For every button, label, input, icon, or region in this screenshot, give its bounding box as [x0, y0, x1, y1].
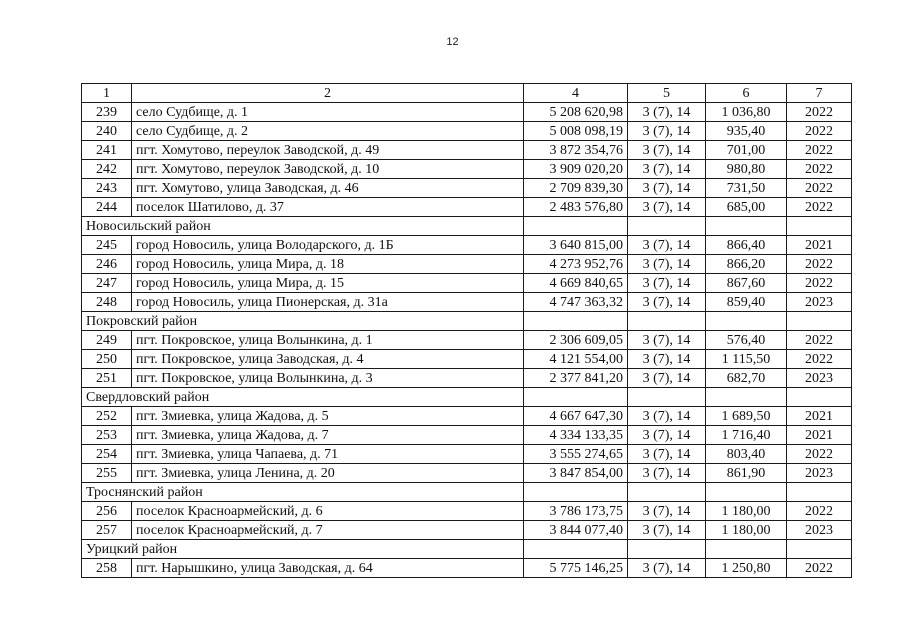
table-row — [82, 369, 852, 388]
area-cell: 1 115,50 — [706, 350, 787, 369]
empty-cell — [628, 217, 706, 236]
row-number: 245 — [82, 236, 132, 255]
address-cell: пгт. Хомутово, улица Заводская, д. 46 — [132, 179, 524, 198]
cost-cell: 3 786 173,75 — [524, 502, 628, 521]
row-number: 246 — [82, 255, 132, 274]
table-row — [82, 255, 852, 274]
row-number: 241 — [82, 141, 132, 160]
empty-cell — [787, 388, 852, 407]
column-header-4: 4 — [524, 84, 628, 103]
address-cell: город Новосиль, улица Мира, д. 15 — [132, 274, 524, 293]
year-cell: 2022 — [787, 255, 852, 274]
district-title: Покровский район — [82, 312, 524, 331]
code-cell: 3 (7), 14 — [628, 141, 706, 160]
address-cell: пгт. Змиевка, улица Чапаева, д. 71 — [132, 445, 524, 464]
address-cell: пгт. Хомутово, переулок Заводской, д. 49 — [132, 141, 524, 160]
row-number: 256 — [82, 502, 132, 521]
area-cell: 980,80 — [706, 160, 787, 179]
cost-cell: 2 709 839,30 — [524, 179, 628, 198]
address-cell: поселок Шатилово, д. 37 — [132, 198, 524, 217]
code-cell: 3 (7), 14 — [628, 521, 706, 540]
area-cell: 685,00 — [706, 198, 787, 217]
code-cell: 3 (7), 14 — [628, 369, 706, 388]
year-cell: 2022 — [787, 160, 852, 179]
area-cell: 731,50 — [706, 179, 787, 198]
column-header-6: 6 — [706, 84, 787, 103]
year-cell: 2023 — [787, 464, 852, 483]
section-row — [82, 217, 852, 236]
year-cell: 2021 — [787, 236, 852, 255]
year-cell: 2022 — [787, 350, 852, 369]
empty-cell — [524, 312, 628, 331]
area-cell: 1 036,80 — [706, 103, 787, 122]
row-number: 243 — [82, 179, 132, 198]
code-cell: 3 (7), 14 — [628, 255, 706, 274]
cost-cell: 3 555 274,65 — [524, 445, 628, 464]
year-cell: 2023 — [787, 521, 852, 540]
code-cell: 3 (7), 14 — [628, 274, 706, 293]
cost-cell: 5 775 146,25 — [524, 559, 628, 578]
code-cell: 3 (7), 14 — [628, 160, 706, 179]
district-title: Урицкий район — [82, 540, 524, 559]
address-cell: пгт. Змиевка, улица Жадова, д. 7 — [132, 426, 524, 445]
row-number: 251 — [82, 369, 132, 388]
code-cell: 3 (7), 14 — [628, 293, 706, 312]
row-number: 250 — [82, 350, 132, 369]
row-number: 248 — [82, 293, 132, 312]
cost-cell: 3 909 020,20 — [524, 160, 628, 179]
empty-cell — [524, 483, 628, 502]
empty-cell — [787, 540, 852, 559]
table-row — [82, 198, 852, 217]
code-cell: 3 (7), 14 — [628, 464, 706, 483]
area-cell: 803,40 — [706, 445, 787, 464]
address-cell: город Новосиль, улица Мира, д. 18 — [132, 255, 524, 274]
address-cell: село Судбище, д. 1 — [132, 103, 524, 122]
cost-cell: 3 872 354,76 — [524, 141, 628, 160]
address-cell: пгт. Нарышкино, улица Заводская, д. 64 — [132, 559, 524, 578]
empty-cell — [706, 540, 787, 559]
row-number: 244 — [82, 198, 132, 217]
table-body — [82, 103, 852, 578]
address-cell: город Новосиль, улица Пионерская, д. 31а — [132, 293, 524, 312]
cost-cell: 4 334 133,35 — [524, 426, 628, 445]
area-cell: 1 689,50 — [706, 407, 787, 426]
area-cell: 859,40 — [706, 293, 787, 312]
table-row — [82, 502, 852, 521]
district-title: Свердловский район — [82, 388, 524, 407]
year-cell: 2022 — [787, 274, 852, 293]
row-number: 242 — [82, 160, 132, 179]
empty-cell — [706, 483, 787, 502]
table-row — [82, 464, 852, 483]
year-cell: 2022 — [787, 179, 852, 198]
year-cell: 2022 — [787, 198, 852, 217]
row-number: 249 — [82, 331, 132, 350]
row-number: 257 — [82, 521, 132, 540]
cost-cell: 4 747 363,32 — [524, 293, 628, 312]
table-row — [82, 160, 852, 179]
code-cell: 3 (7), 14 — [628, 122, 706, 141]
area-cell: 576,40 — [706, 331, 787, 350]
table-row — [82, 407, 852, 426]
code-cell: 3 (7), 14 — [628, 350, 706, 369]
row-number: 258 — [82, 559, 132, 578]
area-cell: 1 250,80 — [706, 559, 787, 578]
cost-cell: 5 208 620,98 — [524, 103, 628, 122]
code-cell: 3 (7), 14 — [628, 179, 706, 198]
area-cell: 861,90 — [706, 464, 787, 483]
address-cell: поселок Красноармейский, д. 7 — [132, 521, 524, 540]
column-header-5: 5 — [628, 84, 706, 103]
address-cell: поселок Красноармейский, д. 6 — [132, 502, 524, 521]
section-row — [82, 483, 852, 502]
page-number: 12 — [446, 36, 459, 48]
row-number: 247 — [82, 274, 132, 293]
code-cell: 3 (7), 14 — [628, 502, 706, 521]
district-title: Троснянский район — [82, 483, 524, 502]
year-cell: 2021 — [787, 407, 852, 426]
section-row — [82, 540, 852, 559]
table-row — [82, 103, 852, 122]
cost-cell: 2 483 576,80 — [524, 198, 628, 217]
cost-cell: 4 121 554,00 — [524, 350, 628, 369]
year-cell: 2021 — [787, 426, 852, 445]
housing-registry-table — [81, 83, 852, 578]
cost-cell: 4 273 952,76 — [524, 255, 628, 274]
empty-cell — [706, 217, 787, 236]
area-cell: 682,70 — [706, 369, 787, 388]
table-row — [82, 350, 852, 369]
code-cell: 3 (7), 14 — [628, 445, 706, 464]
cost-cell: 3 640 815,00 — [524, 236, 628, 255]
cost-cell: 3 844 077,40 — [524, 521, 628, 540]
year-cell: 2023 — [787, 369, 852, 388]
table-row — [82, 236, 852, 255]
area-cell: 935,40 — [706, 122, 787, 141]
code-cell: 3 (7), 14 — [628, 426, 706, 445]
year-cell: 2022 — [787, 103, 852, 122]
district-title: Новосильский район — [82, 217, 524, 236]
section-row — [82, 312, 852, 331]
row-number: 255 — [82, 464, 132, 483]
table-row — [82, 274, 852, 293]
code-cell: 3 (7), 14 — [628, 198, 706, 217]
empty-cell — [787, 217, 852, 236]
year-cell: 2022 — [787, 331, 852, 350]
row-number: 253 — [82, 426, 132, 445]
empty-cell — [628, 312, 706, 331]
table-header — [82, 84, 852, 103]
row-number: 254 — [82, 445, 132, 464]
year-cell: 2022 — [787, 559, 852, 578]
address-cell: пгт. Змиевка, улица Жадова, д. 5 — [132, 407, 524, 426]
table-row — [82, 559, 852, 578]
area-cell: 866,20 — [706, 255, 787, 274]
empty-cell — [524, 217, 628, 236]
row-number: 239 — [82, 103, 132, 122]
table-row — [82, 141, 852, 160]
address-cell: город Новосиль, улица Володарского, д. 1Б — [132, 236, 524, 255]
code-cell: 3 (7), 14 — [628, 103, 706, 122]
area-cell: 1 180,00 — [706, 502, 787, 521]
table-row — [82, 426, 852, 445]
cost-cell: 2 306 609,05 — [524, 331, 628, 350]
address-cell: пгт. Змиевка, улица Ленина, д. 20 — [132, 464, 524, 483]
cost-cell: 5 008 098,19 — [524, 122, 628, 141]
year-cell: 2022 — [787, 445, 852, 464]
address-cell: село Судбище, д. 2 — [132, 122, 524, 141]
address-cell: пгт. Хомутово, переулок Заводской, д. 10 — [132, 160, 524, 179]
cost-cell: 2 377 841,20 — [524, 369, 628, 388]
empty-cell — [524, 540, 628, 559]
row-number: 240 — [82, 122, 132, 141]
code-cell: 3 (7), 14 — [628, 559, 706, 578]
cost-cell: 4 667 647,30 — [524, 407, 628, 426]
empty-cell — [628, 483, 706, 502]
address-cell: пгт. Покровское, улица Волынкина, д. 1 — [132, 331, 524, 350]
cost-cell: 3 847 854,00 — [524, 464, 628, 483]
year-cell: 2022 — [787, 122, 852, 141]
table-row — [82, 331, 852, 350]
area-cell: 1 180,00 — [706, 521, 787, 540]
year-cell: 2022 — [787, 502, 852, 521]
empty-cell — [787, 483, 852, 502]
table-row — [82, 179, 852, 198]
code-cell: 3 (7), 14 — [628, 331, 706, 350]
column-number-row — [82, 84, 852, 103]
table-row — [82, 445, 852, 464]
address-cell: пгт. Покровское, улица Заводская, д. 4 — [132, 350, 524, 369]
area-cell: 701,00 — [706, 141, 787, 160]
empty-cell — [628, 540, 706, 559]
code-cell: 3 (7), 14 — [628, 236, 706, 255]
row-number: 252 — [82, 407, 132, 426]
code-cell: 3 (7), 14 — [628, 407, 706, 426]
empty-cell — [706, 388, 787, 407]
year-cell: 2022 — [787, 141, 852, 160]
area-cell: 866,40 — [706, 236, 787, 255]
area-cell: 1 716,40 — [706, 426, 787, 445]
table-row — [82, 521, 852, 540]
empty-cell — [706, 312, 787, 331]
column-header-2: 2 — [132, 84, 524, 103]
column-header-7: 7 — [787, 84, 852, 103]
empty-cell — [628, 388, 706, 407]
table-row — [82, 293, 852, 312]
empty-cell — [524, 388, 628, 407]
column-header-1: 1 — [82, 84, 132, 103]
empty-cell — [787, 312, 852, 331]
area-cell: 867,60 — [706, 274, 787, 293]
year-cell: 2023 — [787, 293, 852, 312]
cost-cell: 4 669 840,65 — [524, 274, 628, 293]
address-cell: пгт. Покровское, улица Волынкина, д. 3 — [132, 369, 524, 388]
section-row — [82, 388, 852, 407]
table-row — [82, 122, 852, 141]
